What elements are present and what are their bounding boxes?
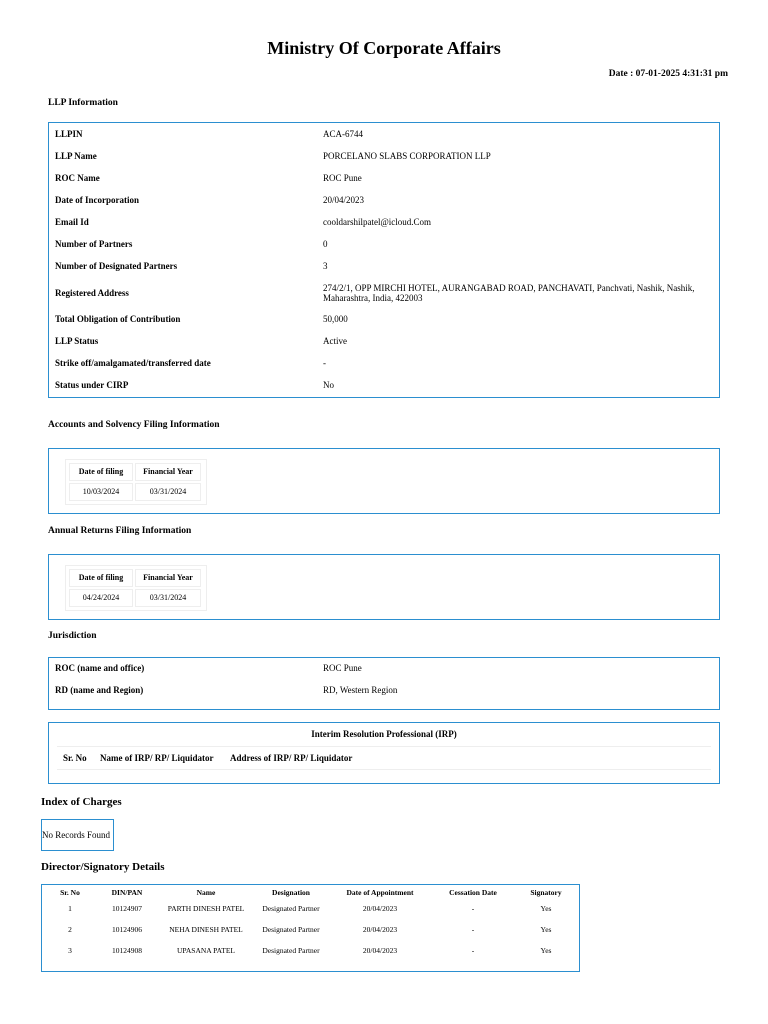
page-title: Ministry Of Corporate Affairs (267, 38, 501, 58)
annual-filing-heading: Annual Returns Filing Information (48, 526, 192, 536)
llp-row-label: Status under CIRP (55, 380, 129, 390)
annual-filing-table (65, 565, 207, 611)
llp-row-value: 274/2/1, OPP MIRCHI HOTEL, AURANGABAD ROAD, PANCHAVATI, Panchvati, Nashik, Nashik, Maharashtra, India, 422003 (323, 283, 695, 303)
llp-info-heading: LLP Information (48, 98, 118, 108)
no-records-message: No Records Found (41, 819, 114, 851)
col-date-of-filing: Date of filing (69, 569, 133, 587)
llp-row-label: LLPIN (55, 129, 83, 139)
director-signatory: Yes (540, 925, 552, 934)
llp-info-box (48, 122, 720, 398)
accounts-filing-heading: Accounts and Solvency Filing Information (48, 420, 220, 430)
directors-col-signatory: Signatory (530, 888, 562, 897)
llp-row-label: Registered Address (55, 288, 129, 298)
llp-row-value: No (323, 380, 334, 390)
annual-filing-box (48, 554, 720, 620)
filing-date-cell: 10/03/2024 (69, 483, 133, 501)
director-designation: Designated Partner (262, 925, 320, 934)
irp-col-sr-no: Sr. No (63, 753, 87, 763)
director-sr-no: 3 (68, 946, 72, 955)
director-appointment-date: 20/04/2023 (362, 946, 398, 955)
directors-col-designation: Designation (272, 888, 310, 897)
llp-row-value: - (323, 358, 326, 368)
director-name: NEHA DINESH PATEL (169, 925, 243, 934)
llp-row-label: Number of Partners (55, 239, 133, 249)
llp-row-value: 3 (323, 261, 328, 271)
llp-row-value: 50,000 (323, 314, 348, 324)
financial-year-cell: 03/31/2024 (135, 483, 201, 501)
charges-heading: Index of Charges (41, 796, 122, 808)
llp-row-value: 0 (323, 239, 328, 249)
col-financial-year: Financial Year (135, 463, 201, 481)
director-signatory: Yes (540, 904, 552, 913)
financial-year-cell: 03/31/2024 (135, 589, 201, 607)
jurisdiction-row-label: ROC (name and office) (55, 663, 145, 673)
llp-row-label: Total Obligation of Contribution (55, 314, 181, 324)
jurisdiction-row-value: RD, Western Region (323, 685, 398, 695)
jurisdiction-row-label: RD (name and Region) (55, 685, 144, 695)
irp-col-name: Name of IRP/ RP/ Liquidator (100, 753, 214, 763)
llp-row-label: Email Id (55, 217, 89, 227)
directors-col-name: Name (196, 888, 216, 897)
llp-row-value: 20/04/2023 (323, 195, 365, 205)
llp-row-label: Strike off/amalgamated/transferred date (55, 358, 211, 368)
director-name: PARTH DINESH PATEL (167, 904, 245, 913)
irp-col-address: Address of IRP/ RP/ Liquidator (230, 753, 353, 763)
director-appointment-date: 20/04/2023 (362, 925, 398, 934)
llp-row-value: PORCELANO SLABS CORPORATION LLP (323, 151, 491, 161)
llp-row-value: ROC Pune (323, 173, 362, 183)
director-din: 10124908 (112, 946, 142, 955)
directors-col-sr-no: Sr. No (60, 888, 80, 897)
director-appointment-date: 20/04/2023 (362, 904, 398, 913)
llp-row-value: Active (323, 336, 347, 346)
llp-row-value: cooldarshilpatel@icloud.Com (323, 217, 432, 227)
llp-row-label: LLP Name (55, 151, 97, 161)
filing-date-cell: 04/24/2024 (69, 589, 133, 607)
llp-row-value: ACA-6744 (323, 129, 363, 139)
llp-row-address (55, 283, 713, 307)
col-date-of-filing: Date of filing (69, 463, 133, 481)
jurisdiction-box (48, 657, 720, 710)
accounts-filing-table (65, 459, 207, 505)
irp-divider (57, 769, 711, 770)
irp-divider (57, 746, 711, 747)
director-din: 10124906 (112, 925, 142, 934)
report-date: Date : 07-01-2025 4:31:31 pm (608, 69, 728, 79)
jurisdiction-row-value: ROC Pune (323, 663, 362, 673)
director-sr-no: 1 (68, 904, 72, 913)
director-cessation-date: - (471, 904, 475, 913)
llp-row-label: ROC Name (55, 173, 100, 183)
col-financial-year: Financial Year (135, 569, 201, 587)
director-cessation-date: - (471, 946, 475, 955)
director-cessation-date: - (471, 925, 475, 934)
irp-heading: Interim Resolution Professional (IRP) (311, 729, 457, 739)
llp-row-label: Date of Incorporation (55, 195, 139, 205)
directors-col-din: DIN/PAN (111, 888, 143, 897)
jurisdiction-heading: Jurisdiction (48, 631, 97, 641)
llp-row-label: Number of Designated Partners (55, 261, 178, 271)
director-sr-no: 2 (68, 925, 72, 934)
director-designation: Designated Partner (262, 904, 320, 913)
director-din: 10124907 (112, 904, 142, 913)
directors-table (41, 884, 580, 972)
directors-col-cessation: Cessation Date (449, 888, 497, 897)
directors-col-appointment: Date of Appointment (346, 888, 414, 897)
llp-row-label: LLP Status (55, 336, 99, 346)
accounts-filing-box (48, 448, 720, 514)
director-name: UPASANA PATEL (176, 946, 235, 955)
director-signatory: Yes (540, 946, 552, 955)
directors-heading: Director/Signatory Details (41, 861, 165, 873)
director-designation: Designated Partner (262, 946, 320, 955)
irp-box (48, 722, 720, 784)
